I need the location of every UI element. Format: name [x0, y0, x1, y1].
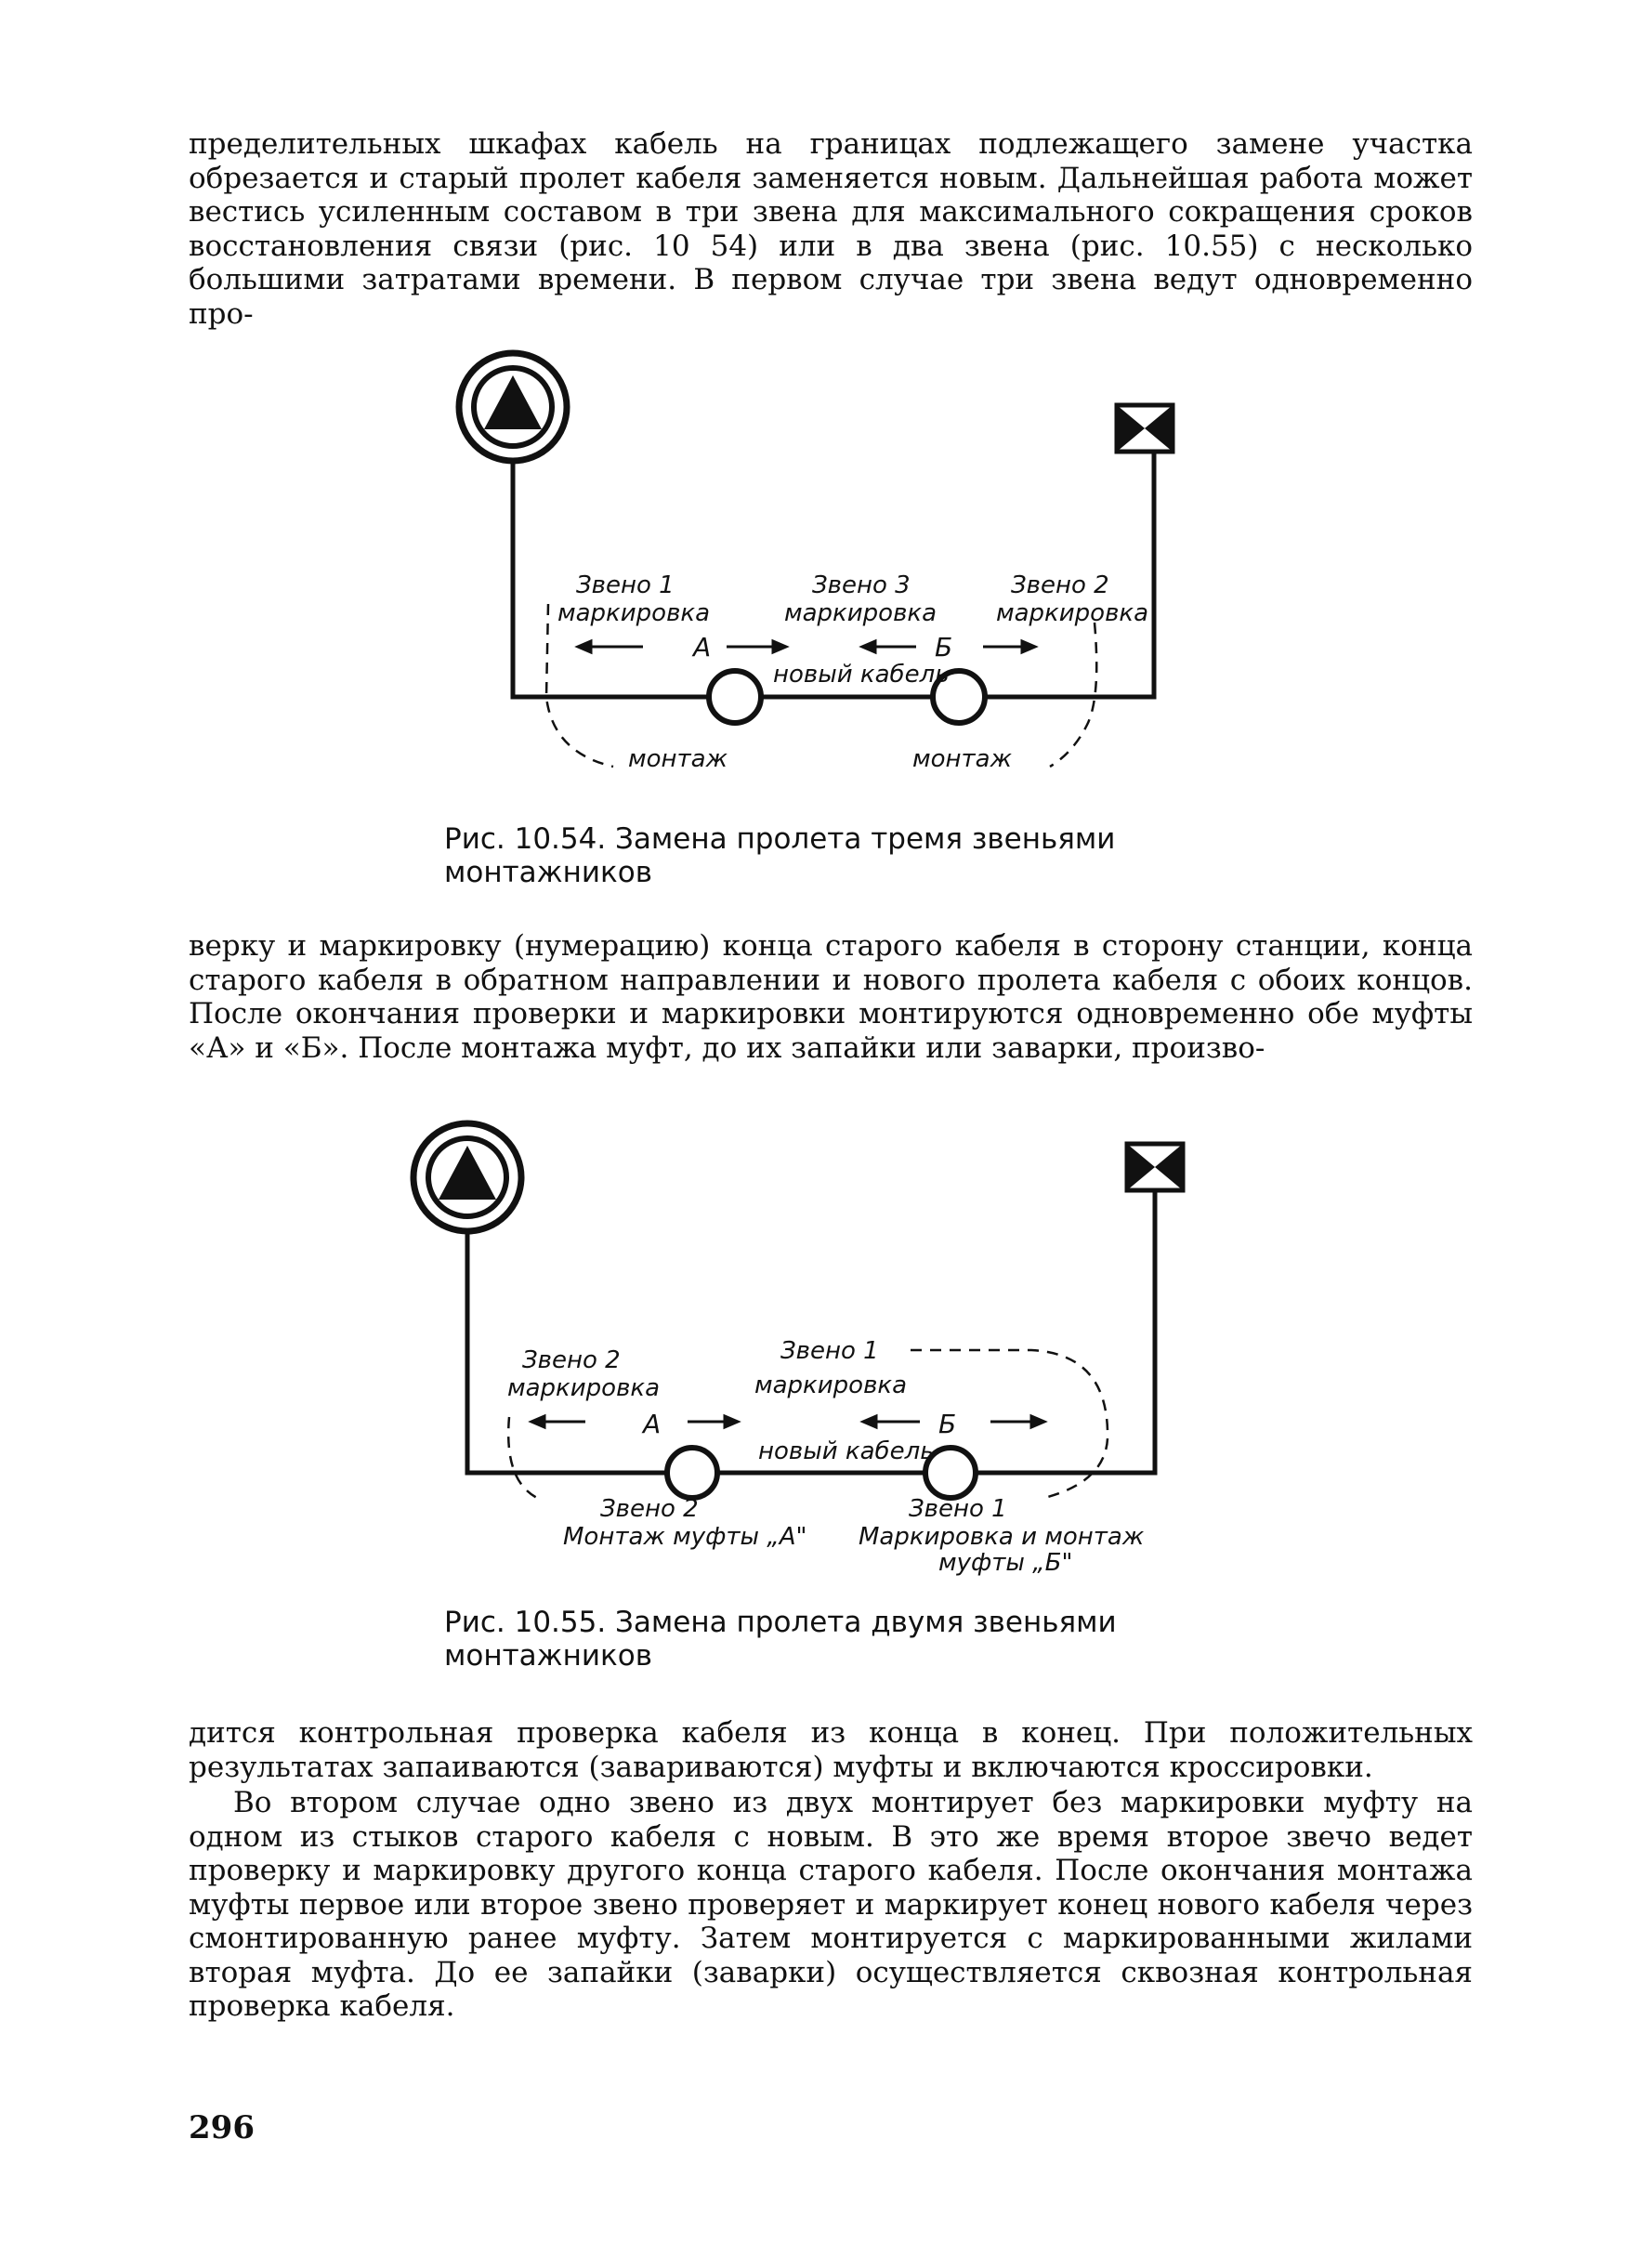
- cable-line: [467, 1190, 1155, 1473]
- figure-10-54: [446, 344, 1226, 799]
- coupling-a: [709, 671, 761, 723]
- label-new-cable: новый кабель: [758, 1437, 935, 1465]
- figure1-labels: [557, 571, 1148, 773]
- label-zveno2: Звено 2: [1011, 571, 1109, 599]
- label-new-cable: новый кабель: [773, 661, 950, 689]
- paragraph-2: верку и маркировку (нумерацию) конца старого кабеля в сторону станции, конца старого кабеля в обратном направлении и нового пролета кабеля с обоих концов. После окончания проверки и маркировки монтируются одновременно обе муфты «А» и «Б». После монтажа муфт, до их запайки или заварки, произво-: [189, 929, 1473, 1065]
- page-number: 296: [189, 2109, 255, 2146]
- label-zveno1: Звено 1: [576, 571, 675, 599]
- station-icon: [413, 1123, 521, 1231]
- label-zveno2: Звено 2: [522, 1346, 621, 1374]
- label-zveno2b: Звено 2: [600, 1495, 699, 1523]
- label-mont2: монтаж: [912, 745, 1013, 773]
- label-mark2: маркировка: [507, 1374, 661, 1402]
- caption-10-54: Рис. 10.54. Замена пролета тремя звеньями монтажников: [444, 822, 1116, 889]
- paragraph-3: дится контрольная проверка кабеля из конца в конец. При положительных результатах запаиваются (завариваются) муфты и включаются кроссировки.: [189, 1716, 1473, 1784]
- label-zveno1: Звено 1: [780, 1337, 879, 1365]
- label-mark-mont-b: Маркировка и монтаж: [859, 1523, 1145, 1551]
- label-mufty-b: муфты „Б": [938, 1549, 1073, 1577]
- label-mont-a: Монтаж муфты „А": [563, 1523, 807, 1551]
- paragraph-1: пределительных шкафах кабель на границах подлежащего замене участка обрезается и старый пролет кабеля заменяется новым. Дальнейшая работа может вестись усиленным составом в три звена для максимального сокращения сроков восстановления связи (рис. 10 54) или в два звена (рис. 10.55) с несколько большими затратами времени. В первом случае три звена ведут одновременно про-: [189, 127, 1473, 331]
- label-zveno1b: Звено 1: [909, 1495, 1007, 1523]
- paragraph-4: Во втором случае одно звено из двух монтирует без маркировки муфту на одном из стыков старого кабеля с новым. В это же время второе звечо ведет проверку и маркировку другого конца старого кабеля. После окончания монтажа муфты первое или второе звено проверяет и маркирует конец нового кабеля через смонтированную ранее муфту. Затем монтируется с маркированными жилами вторая муфта. До ее запайки (заварки) осуществляется сквозная контрольная проверка кабеля.: [189, 1786, 1473, 2023]
- label-a: А: [693, 632, 712, 663]
- coupling-a: [667, 1448, 717, 1498]
- label-mark2: маркировка: [996, 599, 1149, 627]
- label-b: Б: [935, 632, 953, 663]
- caption-10-55: Рис. 10.55. Замена пролета двумя звеньями монтажников: [444, 1606, 1117, 1673]
- arrows: [578, 641, 1035, 652]
- label-a: А: [643, 1409, 662, 1439]
- label-mont1: монтаж: [628, 745, 728, 773]
- label-zveno3: Звено 3: [812, 571, 911, 599]
- label-mark3: маркировка: [784, 599, 937, 627]
- label-b: Б: [938, 1409, 957, 1439]
- cabinet-icon: [1127, 1144, 1183, 1190]
- label-mark1: маркировка: [754, 1371, 908, 1399]
- station-icon: [459, 353, 567, 461]
- figure2-labels: [507, 1337, 1145, 1577]
- figure-10-55: [400, 1110, 1217, 1584]
- arrows: [531, 1416, 1044, 1427]
- cabinet-icon: [1117, 405, 1173, 452]
- label-mark1: маркировка: [557, 599, 711, 627]
